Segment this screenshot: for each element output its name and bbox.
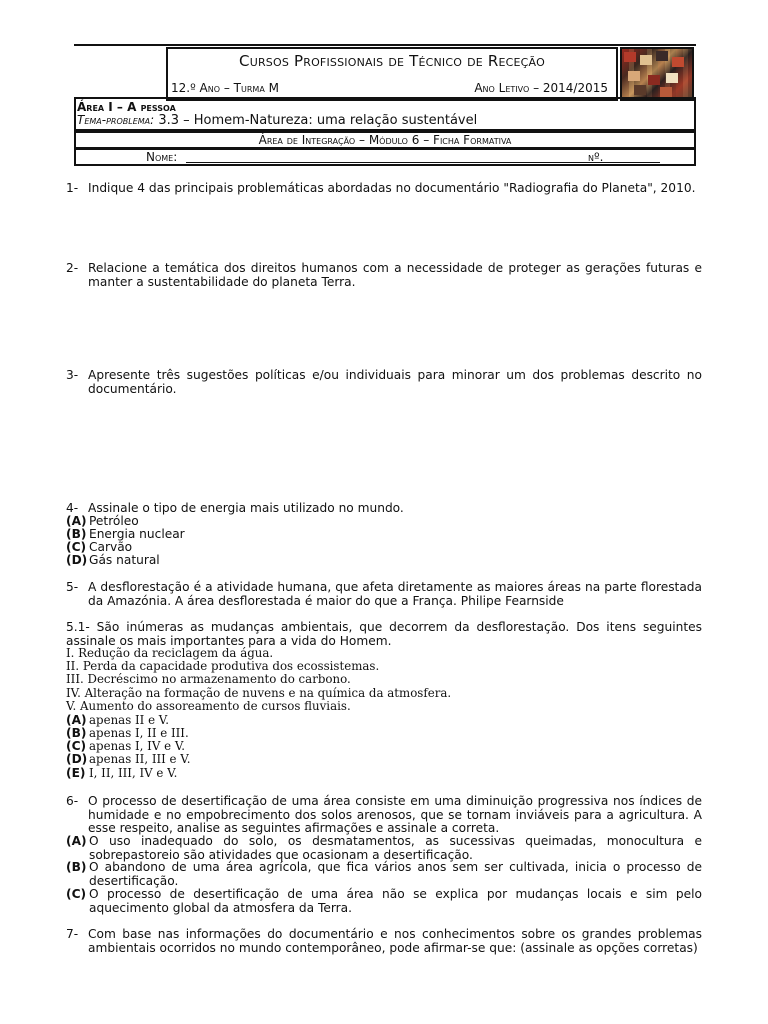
- question-7: [66, 928, 702, 955]
- option-d[interactable]: [66, 554, 702, 568]
- option-text: apenas II e V.: [89, 713, 170, 727]
- question-text: A desflorestação é a atividade humana, que afeta diretamente as maiores áreas na parte florestada da Amazónia. A área desflorestada é maior do que a França. Philipe Fearnside: [88, 580, 702, 608]
- option-letter: (D): [66, 752, 88, 766]
- option-e[interactable]: [66, 767, 702, 781]
- integration-module: Área de Integração – Módulo 6 – Ficha Formativa: [74, 131, 696, 149]
- option-text: Carvão: [89, 540, 133, 554]
- statement-item: V. Aumento do assoreamento de cursos fluviais.: [66, 699, 351, 713]
- option-letter: (B): [66, 527, 87, 541]
- option-d[interactable]: [66, 753, 702, 767]
- course-title-box: [166, 47, 618, 101]
- question-5: [66, 581, 702, 608]
- option-text: apenas I, II e III.: [89, 726, 189, 740]
- question-3: [66, 369, 702, 396]
- question-number: 6-: [66, 794, 79, 808]
- name-field-line[interactable]: [186, 162, 631, 163]
- option-text: Energia nuclear: [89, 527, 185, 541]
- year-class: 12.º Ano – Turma M: [171, 81, 279, 95]
- option-letter: (C): [66, 540, 87, 554]
- question-number: 2-: [66, 261, 79, 275]
- option-text: apenas II, III e V.: [89, 752, 191, 766]
- question-text: Relacione a temática dos direitos humanos com a necessidade de proteger as gerações futuras e manter a sustentabilidade do planeta Terra.: [88, 261, 702, 289]
- option-text: Petróleo: [89, 514, 139, 528]
- question-number: 7-: [66, 927, 79, 941]
- option-c[interactable]: [66, 888, 702, 915]
- question-text: Indique 4 das principais problemáticas abordadas no documentário "Radiografia do Planeta", 2010.: [88, 181, 696, 195]
- statement-item: II. Perda da capacidade produtiva dos ecossistemas.: [66, 659, 380, 673]
- option-c[interactable]: [66, 541, 702, 555]
- question-5-1: 5.1- São inúmeras as mudanças ambientais, que decorrem da desflorestação. Dos itens seguintes assinale os mais importantes para a vida do Homem.: [66, 620, 702, 648]
- option-a[interactable]: [66, 835, 702, 862]
- statement-item: III. Decréscimo no armazenamento do carbono.: [66, 672, 351, 686]
- option-letter: (A): [66, 834, 87, 848]
- name-row: [74, 148, 696, 166]
- option-letter: (E): [66, 766, 86, 780]
- statement-item: IV. Alteração na formação de nuvens e na química da atmosfera.: [66, 686, 452, 700]
- option-letter: (B): [66, 860, 87, 874]
- number-label: nº.: [588, 150, 604, 164]
- option-text: I, II, III, IV e V.: [89, 766, 178, 780]
- option-text: apenas I, IV e V.: [89, 739, 186, 753]
- header-top-rule: [74, 44, 696, 46]
- question-number: 1-: [66, 181, 79, 195]
- option-letter: (A): [66, 713, 87, 727]
- collage-photo: [620, 47, 694, 101]
- question-text: Com base nas informações do documentário e nos conhecimentos sobre os grandes problemas ambientais ocorridos no mundo contemporâneo, pode afirmar-se que: (assinale as opções corretas): [88, 927, 702, 955]
- option-text: O uso inadequado do solo, os desmatamentos, as sucessivas queimadas, monocultura e sobrepastoreio são atividades que ocasionam a desertificação.: [89, 834, 702, 862]
- school-year: Ano Letivo – 2014/2015: [474, 81, 608, 95]
- worksheet-header: [74, 44, 696, 166]
- question-text: Apresente três sugestões políticas e/ou individuais para minorar um dos problemas descrito no documentário.: [88, 368, 702, 396]
- option-b[interactable]: [66, 861, 702, 888]
- question-text: Assinale o tipo de energia mais utilizado no mundo.: [88, 501, 404, 515]
- statement-item: I. Redução da reciclagem da água.: [66, 646, 274, 660]
- question-2: [66, 262, 702, 289]
- question-number: 3-: [66, 368, 79, 382]
- number-field-line[interactable]: [624, 162, 660, 163]
- question-6: [66, 795, 702, 836]
- area-title: Área I – A pessoa: [77, 100, 176, 114]
- option-text: O abandono de uma área agrícola, que fica vários anos sem ser cultivada, inicia o processo de desertificação.: [89, 860, 702, 888]
- option-letter: (C): [66, 887, 87, 901]
- course-title: Cursos Profissionais de Técnico de Receção: [239, 52, 545, 70]
- question-1: [66, 182, 702, 196]
- option-letter: (C): [66, 739, 87, 753]
- tema-text: 3.3 – Homem-Natureza: uma relação sustentável: [154, 113, 478, 128]
- option-b[interactable]: [66, 528, 702, 542]
- question-number: 5-: [66, 580, 79, 594]
- question-text: O processo de desertificação de uma área consiste em uma diminuição progressiva nos índices de humidade e no empobrecimento dos solos arenosos, que se tornam inviáveis para a agricultura. A esse respeito, analise as seguintes afirmações e assinale a correta.: [88, 794, 702, 835]
- option-text: Gás natural: [89, 553, 160, 567]
- tema-problema: [77, 113, 477, 128]
- option-text: O processo de desertificação de uma área não se explica por mudanças locais e sim pelo aquecimento global da atmosfera da Terra.: [89, 887, 702, 915]
- area-box: [74, 97, 696, 131]
- tema-label: Tema-problema:: [77, 113, 155, 127]
- option-letter: (D): [66, 553, 88, 567]
- question-4: [66, 502, 702, 516]
- option-letter: (A): [66, 514, 87, 528]
- question-number: 4-: [66, 501, 79, 515]
- option-letter: (B): [66, 726, 87, 740]
- name-label: Nome:: [146, 150, 178, 164]
